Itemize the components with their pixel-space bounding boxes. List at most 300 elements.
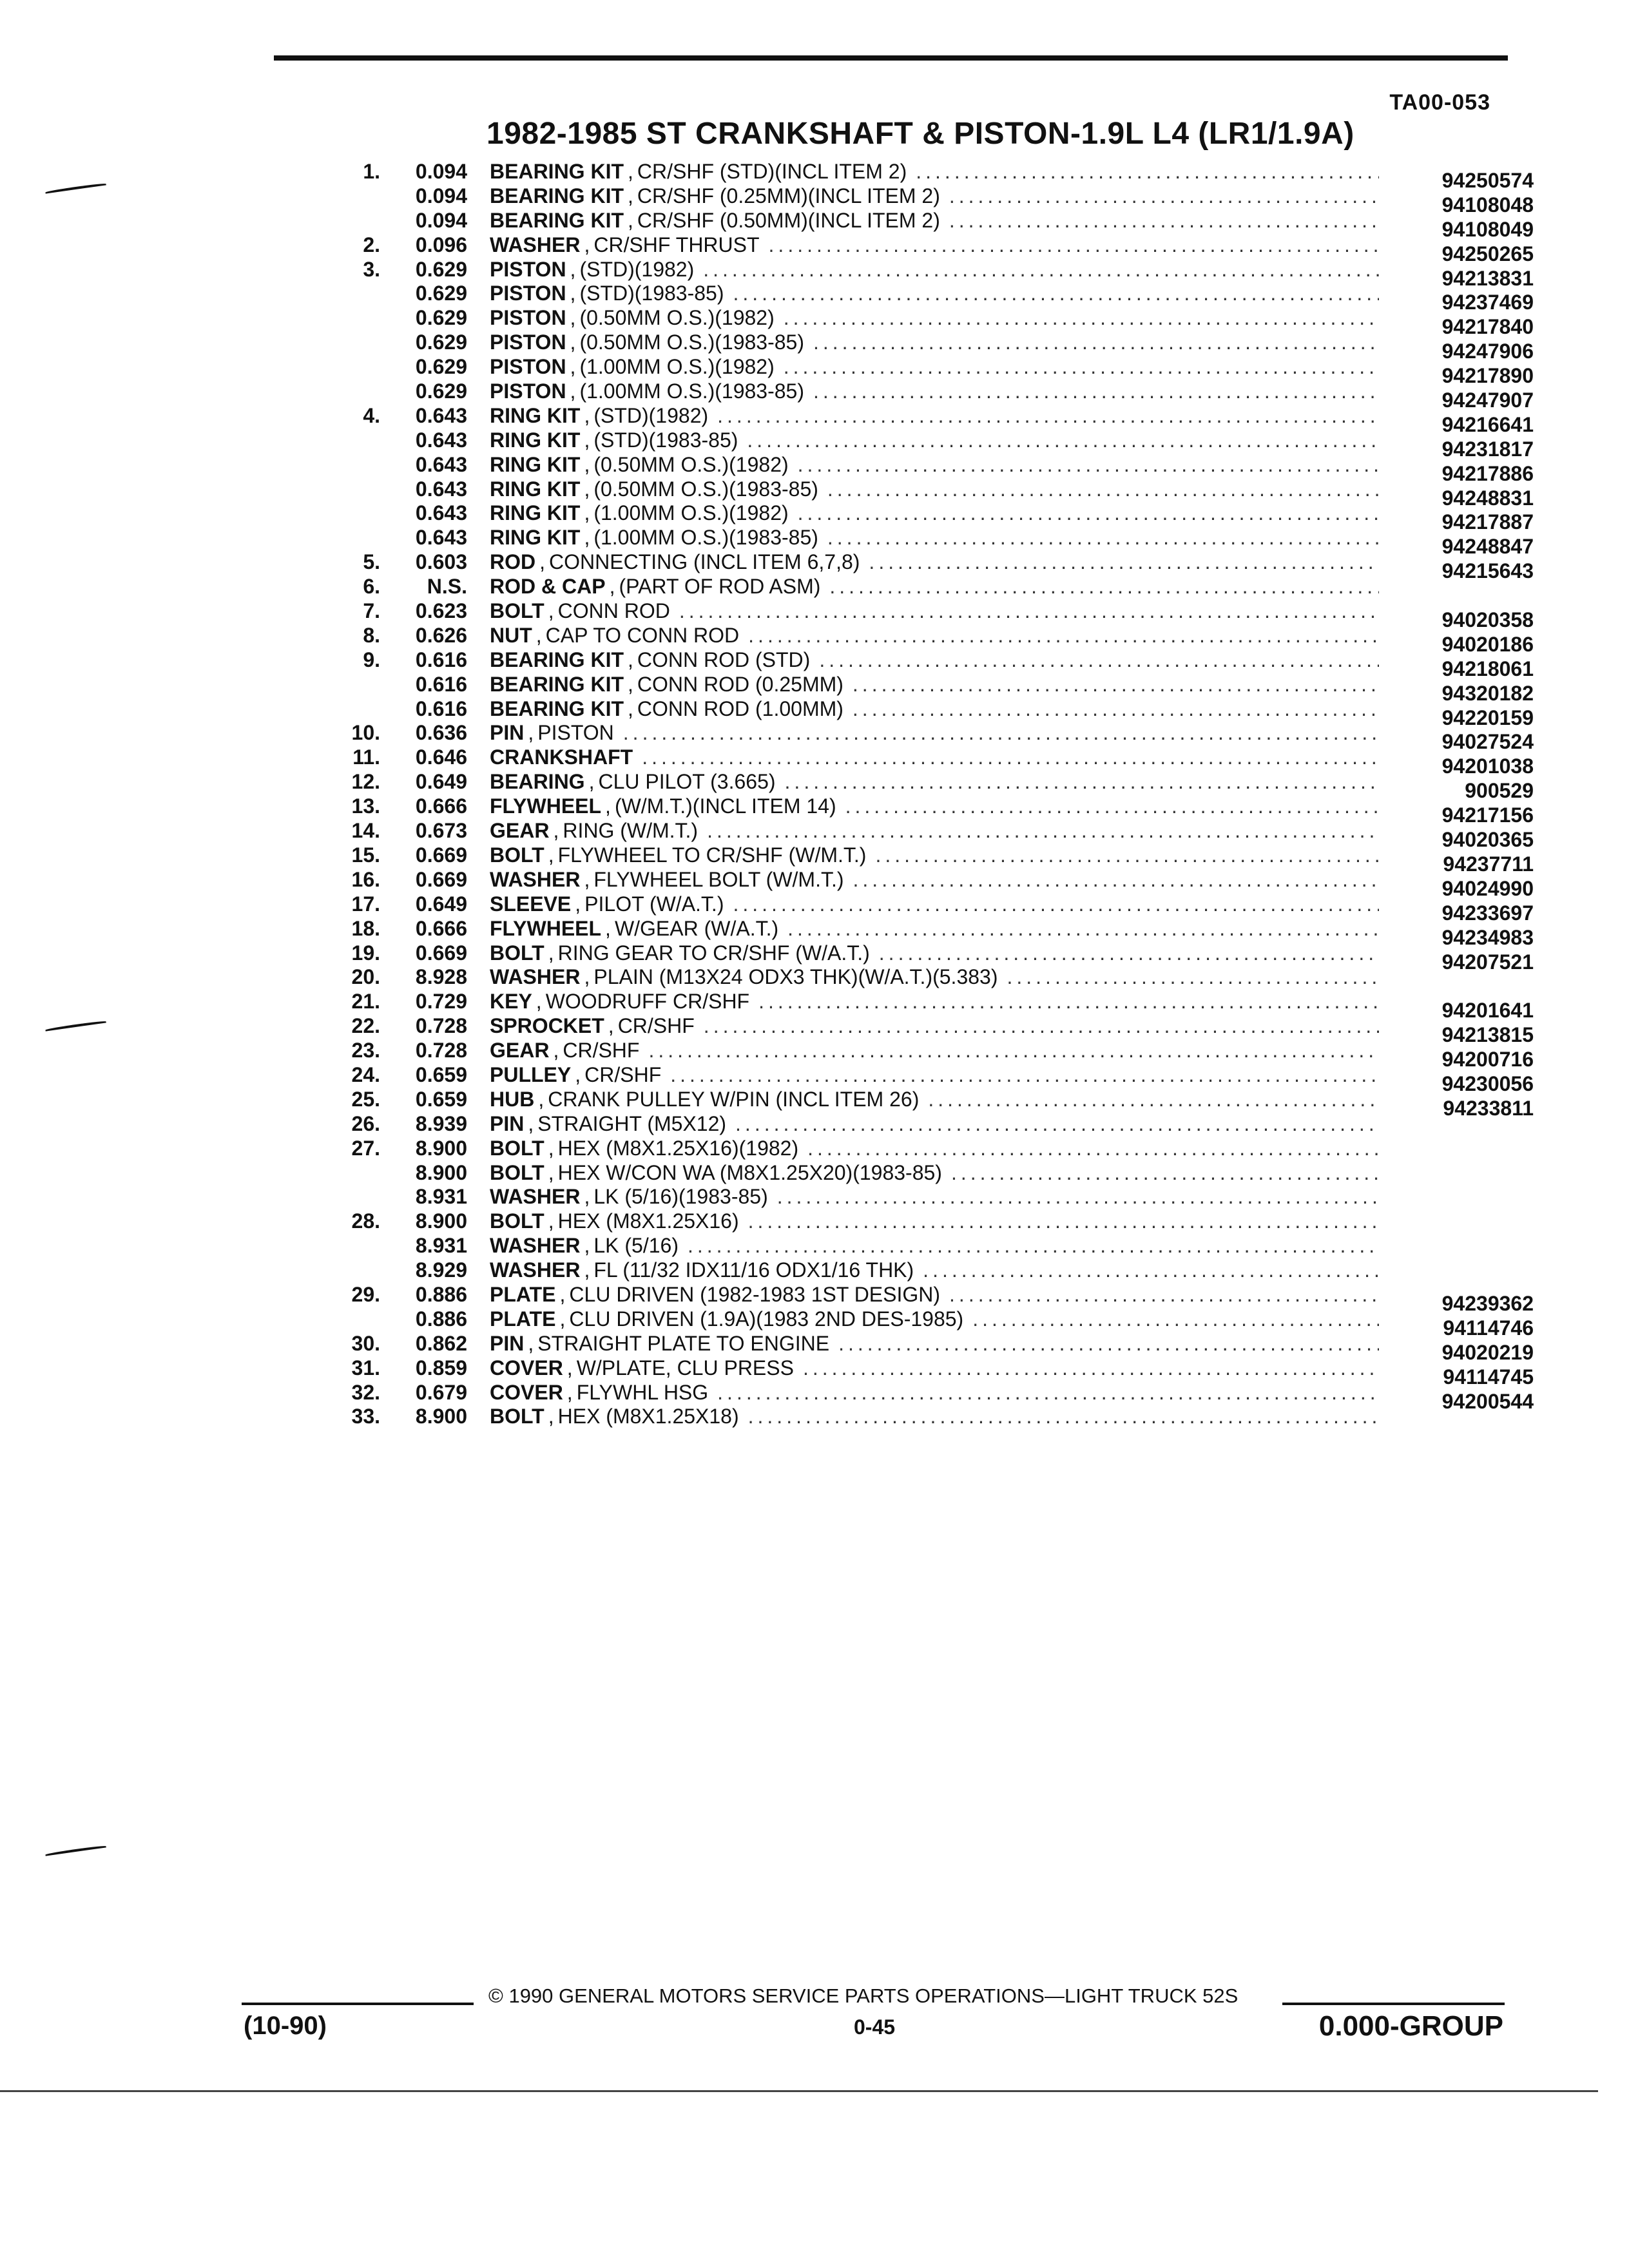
- part-row: [303, 380, 1534, 412]
- part-detail: HEX W/CON WA (M8X1.25X20)(1983-85): [557, 1160, 942, 1184]
- part-row: [303, 452, 1534, 485]
- footer-rule: [1282, 2003, 1505, 2005]
- separator: ,: [539, 550, 545, 574]
- part-detail: RING (W/M.T.): [563, 819, 699, 843]
- item-number: 21.: [351, 990, 380, 1014]
- part-description: [490, 160, 1379, 184]
- part-row: [303, 843, 1534, 876]
- part-number: 900529: [1465, 779, 1534, 803]
- item-number: 27.: [351, 1136, 380, 1160]
- part-description: [490, 1332, 1379, 1356]
- item-number: 16.: [351, 867, 380, 891]
- group-number: 0.096: [415, 233, 467, 256]
- part-detail: (1.00MM O.S.)(1982): [579, 355, 775, 379]
- part-description: [490, 258, 1379, 282]
- item-number: 29.: [351, 1282, 380, 1306]
- separator: ,: [566, 1380, 573, 1404]
- part-name: BEARING KIT: [490, 648, 624, 671]
- part-description: [490, 380, 1379, 404]
- separator: ,: [553, 1039, 559, 1062]
- part-detail: LK (5/16): [593, 1234, 679, 1258]
- part-description: [490, 673, 1379, 697]
- part-number: 94233811: [1443, 1096, 1534, 1120]
- part-row: [303, 721, 1534, 754]
- part-description: [490, 721, 1379, 745]
- part-description: [490, 1283, 1379, 1307]
- separator: ,: [584, 452, 590, 476]
- group-number: 0.643: [415, 526, 467, 550]
- part-name: PISTON: [490, 257, 566, 281]
- group-number: 8.929: [415, 1258, 467, 1282]
- group-number: 0.862: [415, 1331, 467, 1355]
- part-row: [303, 208, 1534, 241]
- dot-leader: [688, 1234, 1379, 1258]
- part-row: [303, 160, 1534, 192]
- item-number: 4.: [363, 403, 380, 427]
- part-description: [490, 1185, 1379, 1209]
- dot-leader: [827, 477, 1379, 502]
- part-row: [303, 1380, 1534, 1413]
- group-number: 0.669: [415, 941, 467, 965]
- group-number: N.S.: [427, 575, 467, 599]
- part-row: [303, 599, 1534, 632]
- part-number: 94237711: [1443, 852, 1534, 876]
- part-name: ROD & CAP: [490, 575, 606, 599]
- part-row: [303, 1112, 1534, 1137]
- part-detail: CONN ROD (0.25MM): [637, 672, 843, 696]
- part-detail: (STD)(1982): [593, 403, 709, 427]
- part-detail: W/GEAR (W/A.T.): [614, 916, 779, 940]
- part-row: [303, 819, 1534, 852]
- part-name: BOLT: [490, 1209, 545, 1233]
- part-description: [490, 331, 1379, 355]
- separator: ,: [566, 1356, 573, 1379]
- separator: ,: [535, 623, 542, 647]
- part-number: 94114746: [1443, 1316, 1534, 1340]
- item-number: 11.: [352, 745, 380, 769]
- dot-leader: [758, 990, 1379, 1014]
- part-row: [303, 1405, 1534, 1429]
- item-number: 2.: [363, 233, 380, 256]
- part-name: COVER: [490, 1380, 563, 1404]
- separator: ,: [584, 233, 590, 256]
- part-description: [490, 428, 1379, 453]
- part-number: 94215643: [1441, 559, 1534, 583]
- part-detail: HEX (M8X1.25X18): [557, 1405, 739, 1428]
- part-row: [303, 233, 1534, 265]
- part-row: [303, 794, 1534, 827]
- part-detail: FLYWHEEL BOLT (W/M.T.): [593, 867, 844, 891]
- part-description: [490, 868, 1379, 892]
- dot-leader: [838, 1332, 1379, 1356]
- separator: ,: [548, 1136, 554, 1160]
- part-name: PULLEY: [490, 1062, 572, 1086]
- separator: ,: [559, 1307, 566, 1331]
- separator: ,: [584, 867, 590, 891]
- group-number: 0.649: [415, 770, 467, 794]
- part-description: [490, 1381, 1379, 1405]
- dot-leader: [717, 404, 1379, 428]
- part-number: 94230056: [1441, 1072, 1534, 1095]
- part-row: [303, 1307, 1534, 1340]
- part-description: [490, 550, 1379, 575]
- part-name: PIN: [490, 721, 525, 745]
- part-row: [303, 648, 1534, 680]
- part-name: WASHER: [490, 867, 581, 891]
- part-detail: CONN ROD: [557, 599, 670, 623]
- item-number: 5.: [363, 550, 380, 574]
- part-description: [490, 1014, 1379, 1039]
- dot-leader: [777, 1185, 1379, 1209]
- group-number: 0.643: [415, 452, 467, 476]
- part-name: FLYWHEEL: [490, 916, 602, 940]
- separator: ,: [605, 794, 611, 818]
- part-description: [490, 575, 1379, 599]
- separator: ,: [570, 306, 576, 330]
- separator: ,: [570, 331, 576, 354]
- part-name: PIN: [490, 1111, 525, 1135]
- part-name: BOLT: [490, 1405, 545, 1428]
- footer-date: (10-90): [244, 2012, 327, 2040]
- part-row: [303, 355, 1534, 388]
- separator: ,: [570, 380, 576, 403]
- part-description: [490, 1088, 1379, 1112]
- part-name: BOLT: [490, 1136, 545, 1160]
- part-detail: FLYWHL HSG: [576, 1380, 709, 1404]
- part-detail: CR/SHF: [617, 1014, 695, 1038]
- part-name: PIN: [490, 1331, 525, 1355]
- item-number: 9.: [363, 648, 380, 671]
- dot-leader: [853, 697, 1379, 722]
- part-row: [303, 403, 1534, 436]
- part-detail: CONN ROD (1.00MM): [637, 697, 843, 720]
- item-number: 1.: [363, 160, 380, 183]
- part-detail: CONNECTING (INCL ITEM 6,7,8): [549, 550, 860, 574]
- separator: ,: [628, 208, 633, 232]
- separator: ,: [628, 697, 633, 720]
- group-number: 0.666: [415, 794, 467, 818]
- group-number: 0.859: [415, 1356, 467, 1379]
- dot-leader: [879, 941, 1379, 966]
- part-number: 94020219: [1441, 1340, 1534, 1364]
- group-number: 0.616: [415, 697, 467, 720]
- part-number: 94114745: [1443, 1365, 1534, 1389]
- dot-leader: [807, 1137, 1379, 1161]
- part-detail: CR/SHF (0.50MM)(INCL ITEM 2): [637, 208, 940, 232]
- separator: ,: [548, 599, 554, 623]
- part-detail: (STD)(1982): [579, 257, 695, 281]
- part-detail: (1.00MM O.S.)(1983-85): [579, 380, 804, 403]
- part-detail: FLYWHEEL TO CR/SHF (W/M.T.): [557, 843, 867, 867]
- part-number: 94213815: [1441, 1023, 1534, 1047]
- part-row: [303, 1331, 1534, 1364]
- dot-leader: [784, 355, 1379, 380]
- part-row: [303, 282, 1534, 314]
- part-description: [490, 1356, 1379, 1381]
- part-row: [303, 1014, 1534, 1047]
- item-number: 10.: [351, 721, 380, 745]
- part-row: [303, 745, 1534, 778]
- dot-leader: [784, 306, 1379, 331]
- item-number: 13.: [351, 794, 380, 818]
- group-number: 0.728: [415, 1039, 467, 1062]
- part-number: 94220159: [1441, 706, 1534, 729]
- part-row: [303, 1137, 1534, 1161]
- separator: ,: [528, 1331, 534, 1355]
- separator: ,: [628, 648, 633, 671]
- part-detail: RING GEAR TO CR/SHF (W/A.T.): [557, 941, 870, 965]
- part-description: [490, 233, 1379, 258]
- dot-leader: [949, 209, 1379, 233]
- separator: ,: [588, 770, 595, 794]
- item-number: 22.: [351, 1014, 380, 1038]
- separator: ,: [605, 916, 611, 940]
- part-name: RING KIT: [490, 403, 581, 427]
- part-row: [303, 1234, 1534, 1258]
- part-name: BEARING KIT: [490, 184, 624, 207]
- item-number: 28.: [351, 1209, 380, 1233]
- group-number: 8.900: [415, 1136, 467, 1160]
- group-number: 0.629: [415, 306, 467, 330]
- dot-leader: [679, 599, 1379, 624]
- part-detail: (1.00MM O.S.)(1983-85): [593, 526, 818, 550]
- part-name: WASHER: [490, 1234, 581, 1258]
- separator: ,: [575, 1062, 581, 1086]
- part-row: [303, 1062, 1534, 1095]
- separator: ,: [548, 843, 554, 867]
- part-name: BOLT: [490, 843, 545, 867]
- dot-leader: [670, 1063, 1379, 1088]
- part-detail: LK (5/16)(1983-85): [593, 1185, 768, 1209]
- dot-leader: [707, 819, 1379, 843]
- dot-leader: [853, 673, 1379, 697]
- dot-leader: [623, 721, 1379, 745]
- group-number: 8.931: [415, 1185, 467, 1209]
- dot-leader: [1007, 965, 1379, 990]
- dot-leader: [798, 453, 1379, 477]
- part-description: [490, 209, 1379, 233]
- part-name: PISTON: [490, 282, 566, 305]
- part-name: BEARING KIT: [490, 160, 624, 183]
- part-description: [490, 990, 1379, 1014]
- part-row: [303, 672, 1534, 705]
- part-name: RING KIT: [490, 526, 581, 550]
- part-description: [490, 892, 1379, 917]
- group-number: 0.643: [415, 428, 467, 452]
- group-number: 0.626: [415, 623, 467, 647]
- part-detail: STRAIGHT (M5X12): [537, 1111, 727, 1135]
- part-description: [490, 843, 1379, 868]
- part-row: [303, 428, 1534, 461]
- part-detail: PISTON: [537, 721, 614, 745]
- part-description: [490, 624, 1379, 648]
- item-number: 14.: [351, 819, 380, 843]
- part-row: [303, 697, 1534, 729]
- part-description: [490, 355, 1379, 380]
- part-name: PLATE: [490, 1307, 556, 1331]
- part-detail: (PART OF ROD ASM): [619, 575, 821, 599]
- group-number: 0.629: [415, 282, 467, 305]
- part-row: [303, 1209, 1534, 1234]
- part-description: [490, 1137, 1379, 1161]
- separator: ,: [628, 184, 633, 207]
- part-description: [490, 1405, 1379, 1429]
- dot-leader: [829, 575, 1379, 599]
- part-detail: CLU DRIVEN (1982-1983 1ST DESIGN): [569, 1282, 941, 1306]
- part-row: [303, 1185, 1534, 1209]
- group-number: 0.094: [415, 160, 467, 183]
- dot-leader: [819, 648, 1379, 673]
- part-description: [490, 282, 1379, 306]
- part-name: PLATE: [490, 1282, 556, 1306]
- group-number: 8.939: [415, 1111, 467, 1135]
- margin-mark: [45, 1020, 106, 1031]
- part-row: [303, 526, 1534, 559]
- item-number: 30.: [351, 1331, 380, 1355]
- dot-leader: [704, 1014, 1379, 1039]
- separator: ,: [548, 941, 554, 965]
- part-row: [303, 1356, 1534, 1389]
- dot-leader: [717, 1381, 1379, 1405]
- part-number: 94237469: [1441, 291, 1534, 314]
- top-rule: [274, 55, 1508, 61]
- part-row: [303, 331, 1534, 363]
- separator: ,: [584, 1258, 590, 1282]
- dot-leader: [787, 917, 1379, 941]
- item-number: 3.: [363, 257, 380, 281]
- part-number: 94200544: [1441, 1389, 1534, 1413]
- dot-leader: [813, 331, 1379, 355]
- dot-leader: [733, 892, 1379, 917]
- dot-leader: [748, 1405, 1379, 1429]
- separator: ,: [628, 672, 633, 696]
- part-description: [490, 526, 1379, 550]
- part-description: [490, 648, 1379, 673]
- dot-leader: [747, 428, 1379, 453]
- part-number: 94020358: [1441, 608, 1534, 632]
- part-description: [490, 306, 1379, 331]
- footer-copyright: © 1990 GENERAL MOTORS SERVICE PARTS OPERATIONS—LIGHT TRUCK 52S: [488, 1984, 1239, 2007]
- part-detail: WOODRUFF CR/SHF: [545, 990, 750, 1014]
- item-number: 8.: [363, 623, 380, 647]
- part-name: SPROCKET: [490, 1014, 604, 1038]
- part-detail: PLAIN (M13X24 ODX3 THK)(W/A.T.)(5.383): [593, 965, 998, 989]
- part-number: 94250574: [1441, 169, 1534, 192]
- item-number: 24.: [351, 1062, 380, 1086]
- group-number: 0.649: [415, 892, 467, 916]
- separator: ,: [584, 477, 590, 501]
- part-name: BEARING: [490, 770, 585, 794]
- separator: ,: [584, 526, 590, 550]
- group-number: 0.629: [415, 331, 467, 354]
- group-number: 0.629: [415, 355, 467, 379]
- item-number: 26.: [351, 1111, 380, 1135]
- part-row: [303, 477, 1534, 510]
- dot-leader: [827, 526, 1379, 550]
- part-detail: (W/M.T.)(INCL ITEM 14): [614, 794, 836, 818]
- group-number: 0.679: [415, 1380, 467, 1404]
- dot-leader: [642, 745, 1379, 770]
- separator: ,: [570, 355, 576, 379]
- part-name: RING KIT: [490, 501, 581, 525]
- part-row: [303, 1039, 1534, 1072]
- dot-leader: [733, 282, 1380, 306]
- group-number: 0.629: [415, 257, 467, 281]
- part-number: 94320182: [1441, 681, 1534, 705]
- part-number: 94233697: [1441, 901, 1534, 925]
- dot-leader: [703, 258, 1379, 282]
- part-detail: W/PLATE, CLU PRESS: [576, 1356, 794, 1379]
- separator: ,: [553, 819, 559, 843]
- part-description: [490, 404, 1379, 428]
- separator: ,: [628, 160, 633, 183]
- part-detail: CR/SHF (0.25MM)(INCL ITEM 2): [637, 184, 940, 207]
- group-number: 8.900: [415, 1405, 467, 1428]
- separator: ,: [535, 990, 542, 1014]
- part-description: [490, 917, 1379, 941]
- dot-leader: [769, 233, 1379, 258]
- part-description: [490, 599, 1379, 624]
- separator: ,: [608, 1014, 614, 1038]
- part-number: 94247907: [1441, 389, 1534, 412]
- part-detail: CR/SHF (STD)(INCL ITEM 2): [637, 160, 907, 183]
- part-description: [490, 745, 1379, 770]
- part-detail: (0.50MM O.S.)(1982): [593, 452, 789, 476]
- part-name: KEY: [490, 990, 532, 1014]
- dot-leader: [785, 770, 1379, 794]
- part-detail: CLU PILOT (3.665): [598, 770, 776, 794]
- part-description: [490, 794, 1379, 819]
- separator: ,: [584, 1234, 590, 1258]
- part-row: [303, 1087, 1534, 1120]
- group-number: 8.931: [415, 1234, 467, 1258]
- part-number: 94201038: [1441, 754, 1534, 778]
- group-number: 0.886: [415, 1307, 467, 1331]
- part-row: [303, 623, 1534, 656]
- part-number: 94217156: [1441, 803, 1534, 827]
- separator: ,: [548, 1209, 554, 1233]
- part-row: [303, 916, 1534, 949]
- item-number: 15.: [351, 843, 380, 867]
- part-detail: (0.50MM O.S.)(1983-85): [593, 477, 818, 501]
- separator: ,: [528, 721, 534, 745]
- part-name: PISTON: [490, 306, 566, 330]
- item-number: 17.: [351, 892, 380, 916]
- item-number: 6.: [363, 575, 380, 599]
- separator: ,: [584, 501, 590, 525]
- part-number: 94234983: [1441, 925, 1534, 949]
- dot-leader: [951, 1161, 1379, 1186]
- group-number: 0.603: [415, 550, 467, 574]
- part-description: [490, 1039, 1379, 1063]
- part-number: 94216641: [1441, 412, 1534, 436]
- separator: ,: [609, 575, 615, 599]
- group-number: 8.900: [415, 1209, 467, 1233]
- part-name: RING KIT: [490, 477, 581, 501]
- part-row: [303, 184, 1534, 216]
- dot-leader: [813, 380, 1379, 404]
- part-name: RING KIT: [490, 428, 581, 452]
- part-number: 94248847: [1441, 535, 1534, 559]
- separator: ,: [570, 282, 576, 305]
- part-detail: CR/SHF THRUST: [593, 233, 760, 256]
- part-description: [490, 819, 1379, 843]
- dot-leader: [928, 1088, 1379, 1112]
- document-id: TA00-053: [1389, 90, 1490, 115]
- part-detail: (STD)(1983-85): [579, 282, 724, 305]
- part-number: 94201641: [1441, 999, 1534, 1023]
- part-row: [303, 990, 1534, 1023]
